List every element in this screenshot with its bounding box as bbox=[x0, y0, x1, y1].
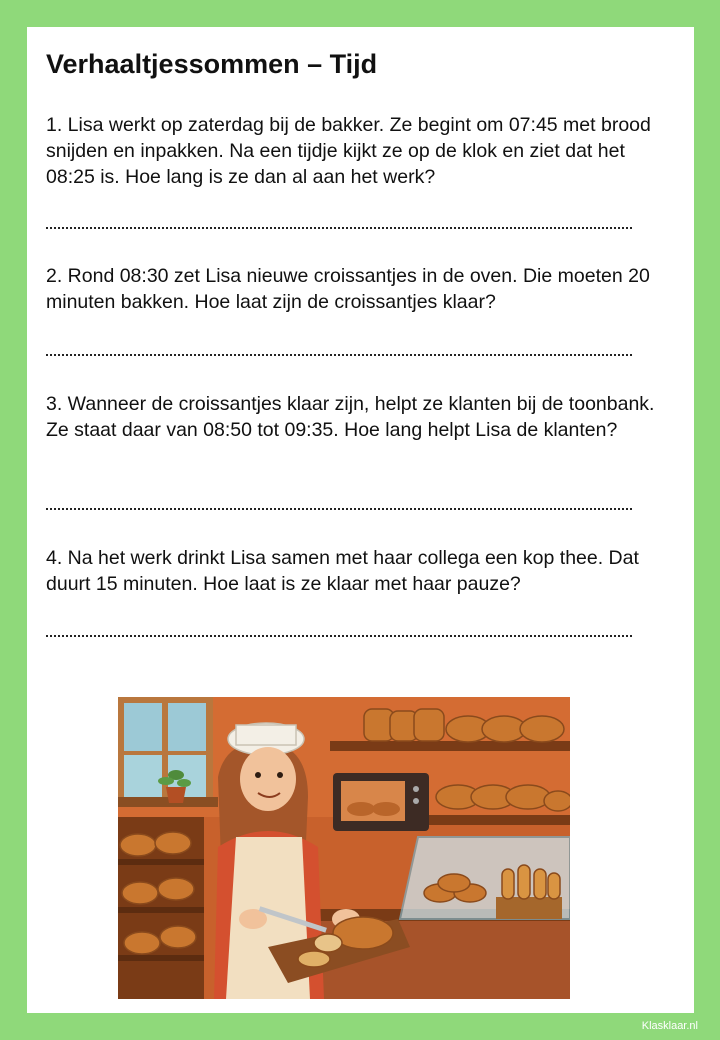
question-4: 4. Na het werk drinkt Lisa samen met haar collega een kop thee. Dat duurt 15 minuten. Hoe laat is ze klaar met haar pauze? bbox=[46, 547, 639, 595]
question-2: 2. Rond 08:30 zet Lisa nieuwe croissantjes in de oven. Die moeten 20 minuten bakken. Hoe laat zijn de croissantjes klaar? bbox=[46, 265, 650, 313]
worksheet-page bbox=[27, 27, 694, 1013]
question-3: 3. Wanneer de croissantjes klaar zijn, helpt ze klanten bij de toonbank. Ze staat daar van 08:50 tot 09:35. Hoe lang helpt Lisa de klanten? bbox=[46, 393, 655, 441]
bakery-illustration bbox=[118, 697, 570, 999]
answer-line-4[interactable] bbox=[46, 633, 632, 637]
left-shelves bbox=[118, 817, 204, 999]
answer-line-3[interactable] bbox=[46, 506, 632, 510]
answer-line-2[interactable] bbox=[46, 352, 632, 356]
worksheet-title: Verhaaltjessommen – Tijd bbox=[46, 49, 378, 79]
answer-line-1[interactable] bbox=[46, 225, 632, 229]
display-case bbox=[400, 837, 570, 919]
oven bbox=[333, 773, 429, 831]
question-1: 1. Lisa werkt op zaterdag bij de bakker. Ze begint om 07:45 met brood snijden en inpakken. Na een tijdje kijkt ze op de klok en ziet dat het 08:25 is. Hoe lang is ze dan al aan het werk? bbox=[46, 114, 651, 188]
footer-brand: Klasklaar.nl bbox=[641, 1020, 698, 1032]
